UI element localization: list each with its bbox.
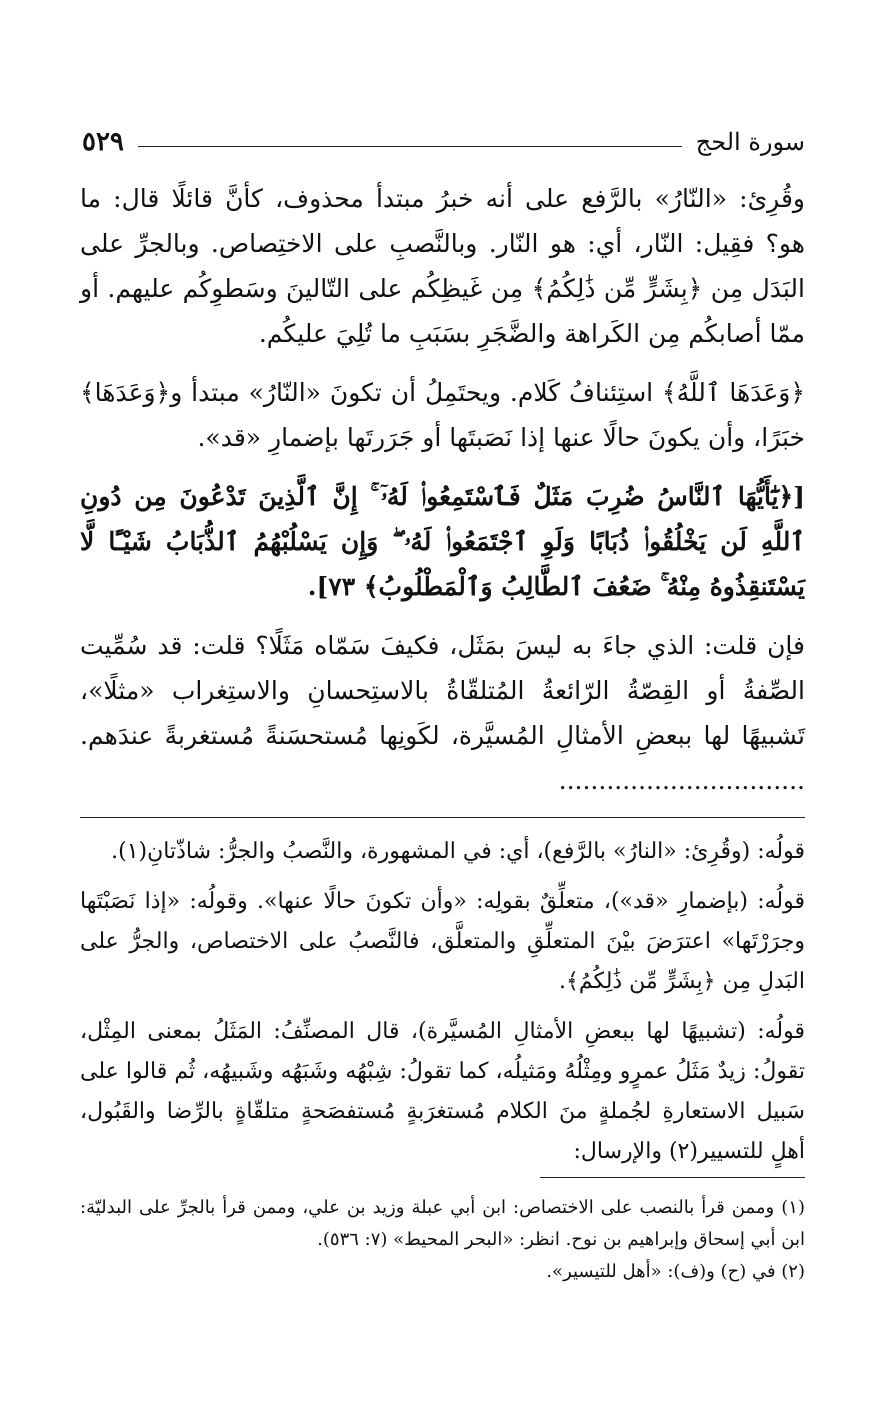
chapter-title: سورة الحج [695, 128, 805, 156]
tafsir-paragraph [80, 623, 805, 803]
ellipsis-dots: ............................... [558, 766, 805, 795]
main-text [80, 176, 805, 1182]
page-header [82, 120, 805, 164]
paragraph-text: فإن قلت: الذي جاءَ به ليسَ بمَثَل، فكيفَ سَمّاه مَثَلًا؟ قلت: قد سُمِّيت الصِّفةُ أو القِصّةُ الرّائعةُ المُتلقّاةُ بالاستِحسانِ والاستِغراب «مثلًا»، تَشبيهًا لها ببعضِ الأمثالِ المُسيَّرة، لكَونِها مُستحسَنةً مُستغربةً عندَهم. [80, 631, 805, 750]
footnote: (١) وممن قرأ بالنصب على الاختصاص: ابن أبي عبلة وزيد بن علي، وممن قرأ بالجرِّ على البدليّة: ابن أبي إسحاق وإبراهيم بن نوح. انظر: «البحر المحيط» (٧: ٥٣٦). [80, 1197, 805, 1250]
quran-verse: [﴿يَٰٓأَيُّهَا ٱلنَّاسُ ضُرِبَ مَثَلٌ فَٱسْتَمِعُوا۟ لَهُۥٓ ۚ إِنَّ ٱلَّذِينَ تَدْعُونَ مِن دُونِ ٱللَّهِ لَن يَخْلُقُوا۟ ذُبَابًا وَلَوِ ٱجْتَمَعُوا۟ لَهُۥ ۖ وَإِن يَسْلُبْهُمُ ٱلذُّبَابُ شَيْـًٔا لَّا يَسْتَنقِذُوهُ مِنْهُ ۚ ضَعُفَ ٱلطَّالِبُ وَٱلْمَطْلُوبُ﴾ ٧٣]. [80, 482, 805, 601]
header-rule [138, 146, 682, 147]
commentary-paragraph: قولُه: (وقُرِئ: «النارُ» بالرَّفع)، أي: في المشهورة، والنَّصبُ والجرُّ: شاذّتانِ(١). [111, 839, 805, 864]
page-number: ٥٢٩ [82, 127, 124, 157]
footnote: (٢) في (ح) و(ف): «أهل للتيسير». [546, 1261, 805, 1282]
footnotes [80, 1192, 805, 1288]
footnote-divider [540, 1177, 805, 1178]
tafsir-paragraph: ﴿وَعَدَهَا ٱللَّهُ﴾ استِئنافُ كَلام. ويحتَمِلُ أن تكونَ «النّارُ» مبتدأ و﴿وَعَدَهَا﴾ خبَرًا، وأن يكونَ حالًا عنها إذا نَصَبتَها أو جَرَرتَها بإضمارِ «قد». [80, 378, 805, 452]
tafsir-paragraph: وقُرِئ: «النّارُ» بالرَّفع على أنه خبرُ مبتدأ محذوف، كأنَّ قائلًا قال: ما هو؟ فقِيل: النّار، أي: هو النّار. وبالنَّصبِ على الاختِصاص. وبالجرِّ على البَدَل مِن ﴿بِشَرٍّ مِّن ذَٰلِكُمُ﴾ مِن غَيظِكُم على التّالينَ وسَطوِكُم عليهم. أو ممّا أصابكُم مِن الكَراهة والضَّجَرِ بسَبَبِ ما تُلِيَ عليكُم. [80, 184, 805, 348]
commentary-paragraph: قولُه: (بإضمارِ «قد»)، متعلِّقٌ بقولِه: «وأن تكونَ حالًا عنها». وقولُه: «إذا نَصَبْتَها وجرَرْتَها» اعترَضَ بيْنَ المتعلِّقِ والمتعلَّق، فالنَّصبُ على الاختصاص، والجرُّ على البَدلِ مِن ﴿بِشَرٍّ مِّن ذَٰلِكُمُ﴾. [80, 889, 805, 994]
commentary-divider [80, 817, 805, 818]
commentary-paragraph: قولُه: (تشبيهًا لها ببعضِ الأمثالِ المُسيَّرة)، قال المصنِّفُ: المَثَلُ بمعنى المِثْل، تقولُ: زيدٌ مَثَلُ عمرٍو ومِثْلُهُ ومَثيلُه، كما تقولُ: شِبْهُه وشَبَهُه وشَبيهُه، ثُم قالوا على سَبيل الاستعارةِ لجُملةٍ منَ الكلام مُستغرَبةٍ مُستفصَحةٍ متلقّاةٍ بالرِّضا والقَبُول، أهلٍ للتسيير(٢) والإرسال: [80, 1019, 805, 1164]
